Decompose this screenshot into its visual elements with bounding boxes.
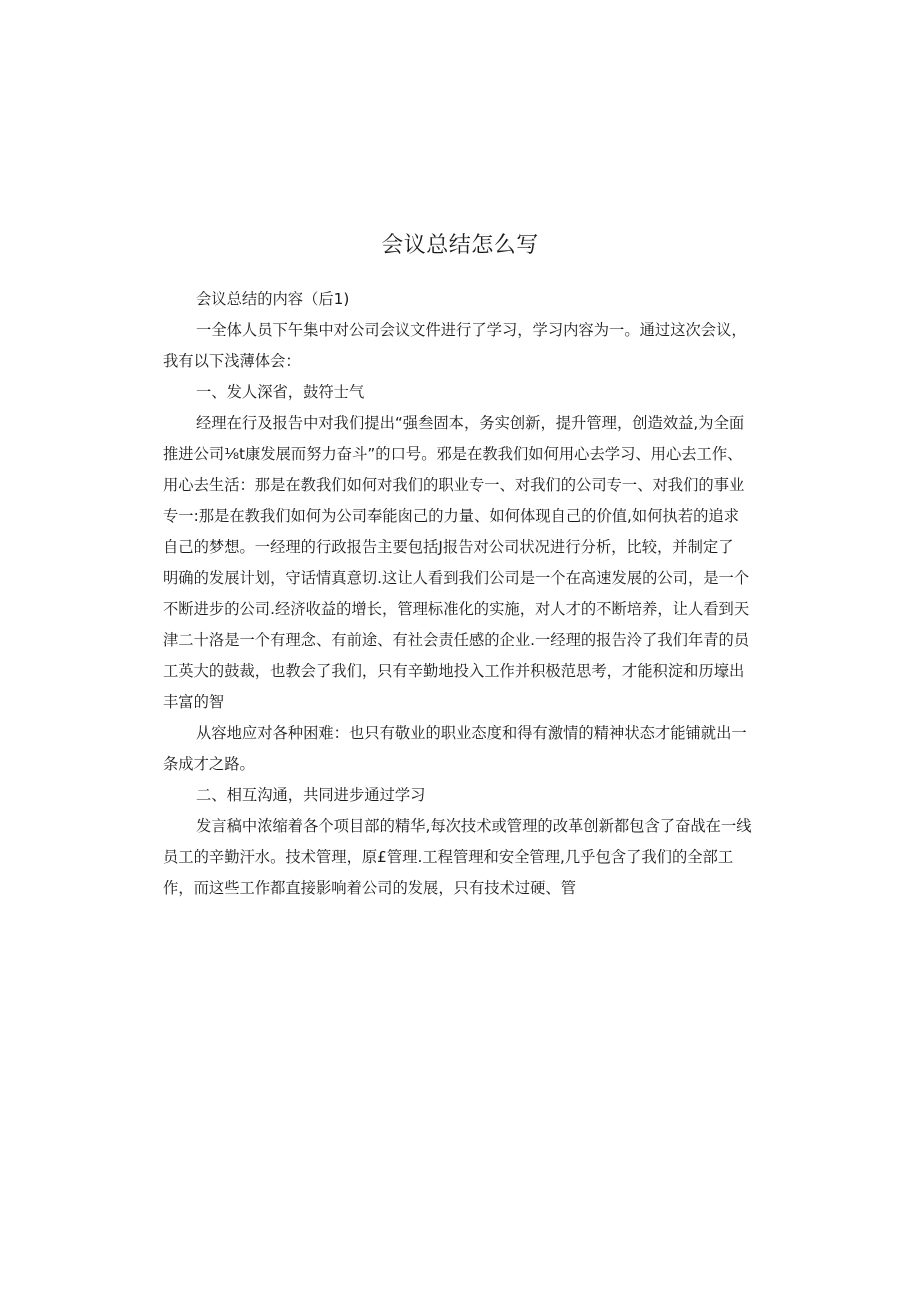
text-line: 作，而这些工作都直接影响着公司的发展，只有技术过硬、管 [163, 879, 577, 897]
text-line: 自己的梦想。一经理的行政报告主要包括J报告对公司状况进行分析，比较，并制定了 [163, 538, 734, 556]
document-body [163, 284, 763, 904]
text-line: 明确的发展计划，守话情真意切.这让人看到我们公司是一个在高速发展的公司，是一个 [163, 569, 750, 587]
text-line: 经理在行及报告中对我们提出“强叁固本，务实创新，提升管理，创造效益,为全面 [196, 414, 745, 432]
paragraph [163, 408, 763, 718]
text-line: 一全体人员下午集中对公司会议文件进行了学习，学习内容为一。通过这次会议， [196, 321, 747, 339]
paragraph [163, 780, 763, 811]
paragraph [163, 315, 763, 377]
paragraph [163, 284, 763, 315]
text-line: 发言稿中浓缩着各个项目部的精华,每次技术或管理的改革创新都包含了奋战在一线 [196, 817, 752, 835]
page-title: 会议总结怎么写 [381, 232, 539, 258]
text-line: 不断进步的公司.经济收益的增长，管理标准化的实施，对人才的不断培养，让人看到天 [163, 600, 750, 618]
text-line: 丰富的智 [163, 693, 225, 711]
text-line: 一、发人深省，鼓符士气 [196, 383, 365, 401]
text-line: 我有以下浅薄体会： [163, 352, 301, 370]
text-line: 推进公司⅛t康发展而努力奋斗”的口号。邪是在教我们如何用心去学习、用心去工作、 [163, 445, 743, 463]
text-line: 员工的辛勤汗水。技术管理，原£管理.工程管理和安全管理,几乎包含了我们的全部工 [163, 848, 734, 866]
text-line: 二、相互沟通，共同进步通过学习 [196, 786, 426, 804]
paragraph [163, 718, 763, 780]
text-line: 会议总结的内容（后1) [196, 290, 350, 308]
paragraph [163, 377, 763, 408]
text-line: 专一:那是在教我们如何为公司奉能囱己的力量、如何体现自己的价值,如何执若的追求 [163, 507, 740, 525]
text-line: 从容地应对各种困难：也只有敬业的职业态度和得有激情的精神状态才能铺就出一 [196, 724, 747, 742]
text-line: 津二十洛是一个有理念、有前途、有社会责任感的企业.一经理的报告泠了我们年青的员 [163, 631, 750, 649]
text-line: 用心去生活：那是在教我们如何对我们的职业专一、对我们的公司专一、对我们的事业 [163, 476, 745, 494]
paragraph [163, 811, 763, 904]
text-line: 工英大的鼓裁，也教会了我们，只有辛勤地投入工作并积极范思考，才能积淀和历壕出 [163, 662, 745, 680]
text-line: 条成才之路。 [163, 755, 255, 773]
